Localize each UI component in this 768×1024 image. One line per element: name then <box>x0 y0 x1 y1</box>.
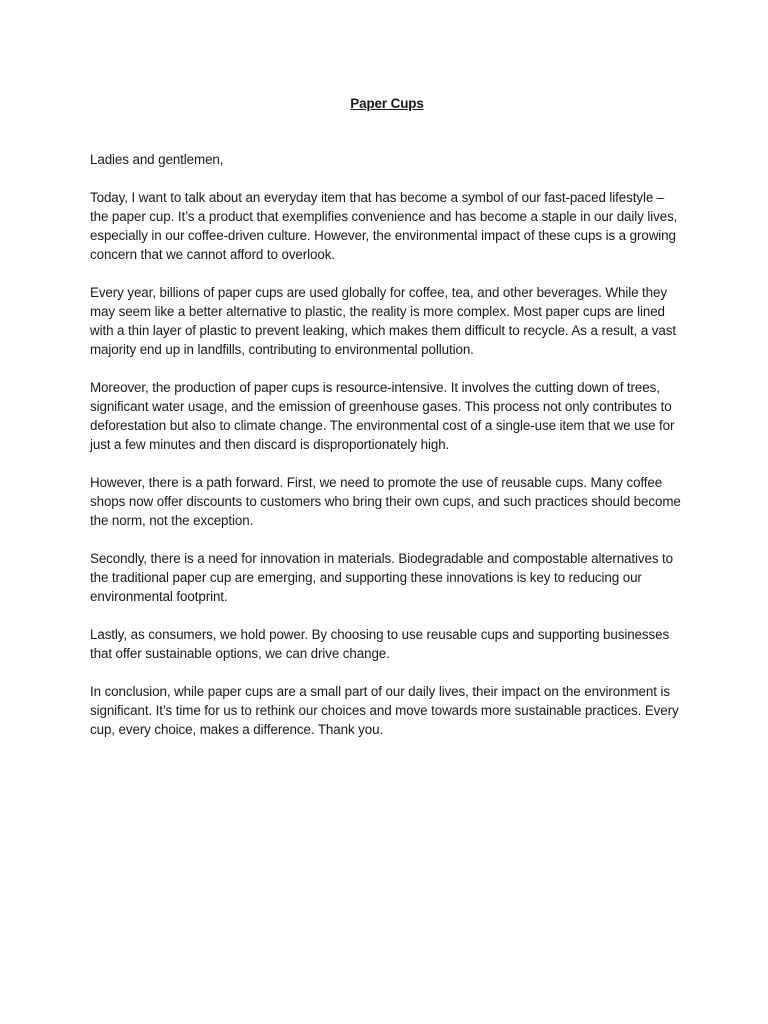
paragraph-production: Moreover, the production of paper cups is resource-intensive. It involves the cutting down of trees, significant water usage, and the emission of greenhouse gases. This process not only contributes to deforestation but also to climate change. The environmental cost of a single-use item that we use for just a few minutes and then discard is disproportionately high. <box>90 380 675 452</box>
paragraph-usage: Every year, billions of paper cups are used globally for coffee, tea, and other beverages. While they may seem like a better alternative to plastic, the reality is more complex. Most paper cups are lined with a thin layer of plastic to prevent leaking, which makes them difficult to recycle. As a result, a vast majority end up in landfills, contributing to environmental pollution. <box>90 285 676 357</box>
paragraph-innovation: Secondly, there is a need for innovation in materials. Biodegradable and compostable alternatives to the traditional paper cup are emerging, and supporting these innovations is key to reducing our environmental footprint. <box>90 551 674 604</box>
paragraph-reusable: However, there is a path forward. First, we need to promote the use of reusable cups. Many coffee shops now offer discounts to customers who bring their own cups, and such practices should become the norm, not the exception. <box>90 475 681 528</box>
paragraph-intro: Today, I want to talk about an everyday item that has become a symbol of our fast-paced lifestyle – the paper cup. It’s a product that exemplifies convenience and has become a staple in our daily lives, especially in our coffee-driven culture. However, the environmental impact of these cups is a growing concern that we cannot afford to overlook. <box>90 190 678 262</box>
greeting: Ladies and gentlemen, <box>90 152 224 167</box>
document-title: Paper Cups <box>350 96 424 111</box>
paragraph-consumers: Lastly, as consumers, we hold power. By choosing to use reusable cups and supporting businesses that offer sustainable options, we can drive change. <box>90 627 670 661</box>
paragraph-conclusion: In conclusion, while paper cups are a small part of our daily lives, their impact on the environment is significant. It’s time for us to rethink our choices and move towards more sustainable practices. Every cup, every choice, makes a difference. Thank you. <box>90 684 679 737</box>
document-body <box>90 94 684 758</box>
